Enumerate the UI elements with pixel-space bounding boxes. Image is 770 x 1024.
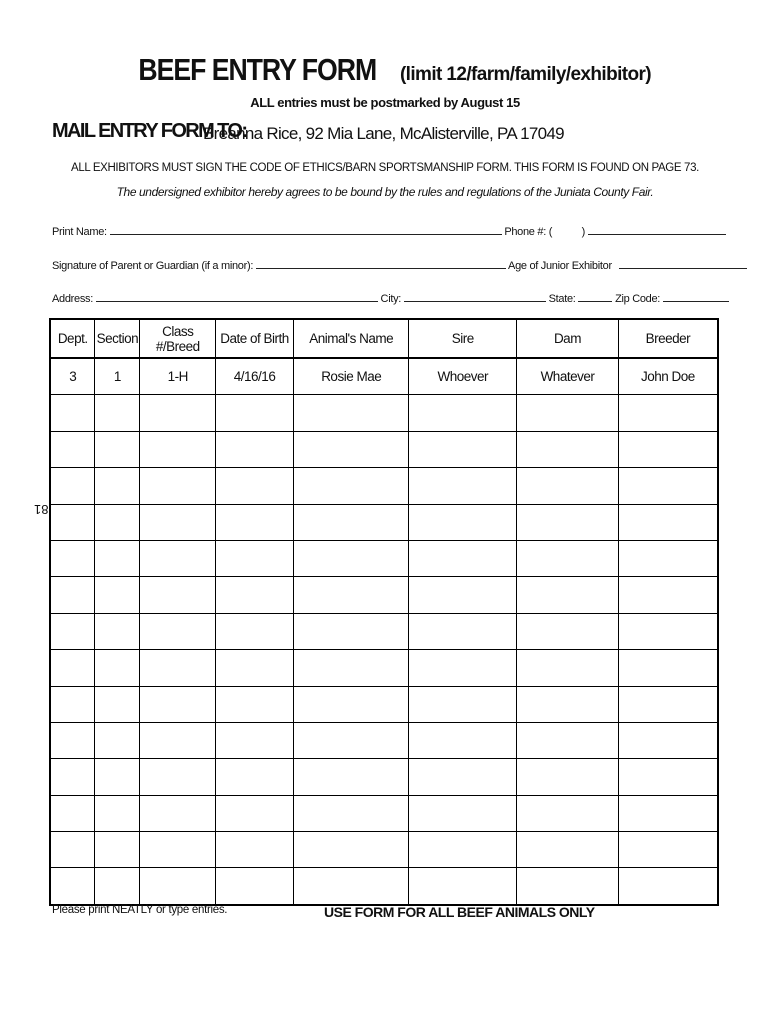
table-cell[interactable] — [50, 686, 95, 722]
table-cell[interactable] — [50, 868, 95, 905]
print-name-field[interactable] — [110, 223, 502, 235]
form-title-main: BEEF ENTRY FORM — [138, 52, 377, 87]
table-cell[interactable] — [95, 832, 140, 868]
table-cell[interactable] — [618, 540, 718, 576]
column-header: Dam — [517, 319, 619, 358]
table-cell[interactable] — [618, 577, 718, 613]
column-header: Section — [95, 319, 140, 358]
table-cell[interactable] — [517, 650, 619, 686]
table-cell[interactable] — [293, 577, 409, 613]
table-cell[interactable] — [140, 686, 216, 722]
table-cell[interactable] — [140, 759, 216, 795]
table-cell[interactable] — [50, 832, 95, 868]
table-cell[interactable] — [293, 722, 409, 758]
table-cell[interactable] — [95, 504, 140, 540]
table-cell[interactable] — [618, 686, 718, 722]
table-cell[interactable] — [95, 431, 140, 467]
print-name-label: Print Name: — [52, 226, 107, 238]
table-cell[interactable] — [293, 395, 409, 431]
table-cell[interactable] — [618, 395, 718, 431]
table-cell[interactable] — [517, 795, 619, 831]
city-label: City: — [380, 293, 402, 305]
table-cell[interactable] — [140, 650, 216, 686]
table-cell[interactable] — [216, 395, 294, 431]
address-label: Address: — [52, 293, 94, 305]
table-cell[interactable] — [50, 540, 95, 576]
table-cell[interactable] — [409, 686, 517, 722]
table-cell[interactable] — [140, 722, 216, 758]
print-neatly-note: Please print NEATLY or type entries. — [52, 904, 228, 916]
table-cell[interactable]: Whatever — [517, 358, 619, 395]
signature-label: Signature of Parent or Guardian (if a minor): — [52, 260, 254, 272]
table-cell[interactable] — [409, 395, 517, 431]
table-cell[interactable] — [293, 868, 409, 905]
table-row — [50, 358, 718, 395]
signature-field[interactable] — [256, 257, 506, 269]
table-cell[interactable] — [95, 540, 140, 576]
column-header: Breeder — [618, 319, 718, 358]
table-cell[interactable]: Rosie Mae — [293, 358, 409, 395]
table-cell[interactable] — [293, 431, 409, 467]
age-label: Age of Junior Exhibitor — [508, 260, 612, 272]
table-cell[interactable] — [95, 795, 140, 831]
state-label: State: — [548, 293, 576, 305]
table-cell[interactable] — [216, 613, 294, 649]
table-cell[interactable] — [50, 650, 95, 686]
page-number: 81 — [34, 502, 49, 517]
table-cell[interactable] — [140, 795, 216, 831]
table-row — [50, 540, 718, 576]
form-title-note: (limit 12/farm/family/exhibitor) — [399, 64, 652, 85]
table-cell[interactable] — [140, 395, 216, 431]
table-cell[interactable] — [293, 613, 409, 649]
table-row — [50, 795, 718, 831]
column-header: Class #/Breed — [140, 319, 216, 358]
table-cell[interactable] — [95, 650, 140, 686]
mail-entry-label: MAIL ENTRY FORM TO: — [52, 120, 247, 142]
table-cell[interactable]: Whoever — [409, 358, 517, 395]
table-row — [50, 832, 718, 868]
table-cell[interactable]: 1-H — [140, 358, 216, 395]
table-row — [50, 613, 718, 649]
table-cell[interactable] — [95, 395, 140, 431]
table-cell[interactable] — [517, 832, 619, 868]
entry-table — [49, 318, 719, 906]
table-row — [50, 577, 718, 613]
table-cell[interactable] — [50, 795, 95, 831]
column-header: Sire — [409, 319, 517, 358]
signature-row — [52, 257, 704, 272]
table-cell[interactable] — [140, 431, 216, 467]
table-cell[interactable] — [216, 832, 294, 868]
beef-only-note: USE FORM FOR ALL BEEF ANIMALS ONLY — [324, 904, 595, 920]
table-cell[interactable] — [618, 504, 718, 540]
table-cell[interactable] — [140, 468, 216, 504]
table-row — [50, 504, 718, 540]
table-cell[interactable] — [50, 759, 95, 795]
table-cell[interactable] — [140, 613, 216, 649]
table-cell[interactable] — [50, 613, 95, 649]
table-cell[interactable] — [293, 795, 409, 831]
table-cell[interactable] — [216, 686, 294, 722]
table-cell[interactable] — [618, 722, 718, 758]
table-cell[interactable] — [409, 722, 517, 758]
table-cell[interactable] — [409, 759, 517, 795]
table-cell[interactable] — [409, 613, 517, 649]
zip-field[interactable] — [663, 290, 729, 302]
table-cell[interactable] — [409, 577, 517, 613]
table-cell[interactable] — [50, 577, 95, 613]
table-cell[interactable] — [216, 650, 294, 686]
table-cell[interactable]: John Doe — [618, 358, 718, 395]
table-cell[interactable] — [140, 832, 216, 868]
table-cell[interactable] — [517, 722, 619, 758]
table-cell[interactable] — [517, 577, 619, 613]
table-row — [50, 722, 718, 758]
table-cell[interactable] — [216, 468, 294, 504]
table-cell[interactable] — [517, 504, 619, 540]
table-cell[interactable] — [517, 613, 619, 649]
agreement-notice: The undersigned exhibitor hereby agrees to be bound by the rules and regulations of the Juniata County Fair. — [116, 185, 654, 199]
table-cell[interactable] — [50, 431, 95, 467]
table-cell[interactable] — [293, 540, 409, 576]
table-cell[interactable] — [618, 468, 718, 504]
table-cell[interactable] — [140, 577, 216, 613]
column-header: Date of Birth — [216, 319, 294, 358]
table-cell[interactable] — [618, 868, 718, 905]
table-cell[interactable] — [95, 468, 140, 504]
table-cell[interactable] — [618, 759, 718, 795]
table-cell[interactable] — [293, 832, 409, 868]
table-body — [50, 358, 718, 905]
phone-close-paren: ) — [581, 226, 585, 238]
table-cell[interactable] — [140, 868, 216, 905]
table-cell[interactable] — [140, 504, 216, 540]
table-cell[interactable] — [618, 832, 718, 868]
table-row — [50, 395, 718, 431]
table-cell[interactable] — [517, 759, 619, 795]
table-cell[interactable] — [95, 613, 140, 649]
column-header: Animal's Name — [293, 319, 409, 358]
table-cell[interactable] — [517, 431, 619, 467]
phone-label: Phone #: ( — [504, 226, 553, 238]
table-cell[interactable] — [216, 722, 294, 758]
ethics-notice: ALL EXHIBITORS MUST SIGN THE CODE OF ETHICS/BARN SPORTSMANSHIP FORM. THIS FORM IS FOUND ON PAGE 73. — [71, 162, 699, 174]
table-cell[interactable] — [140, 540, 216, 576]
table-cell[interactable] — [95, 722, 140, 758]
table-cell[interactable] — [95, 577, 140, 613]
table-cell[interactable] — [95, 868, 140, 905]
table-cell[interactable] — [409, 468, 517, 504]
table-cell[interactable] — [216, 795, 294, 831]
table-cell[interactable] — [293, 686, 409, 722]
table-row — [50, 759, 718, 795]
city-field[interactable] — [404, 290, 546, 302]
table-cell[interactable] — [517, 686, 619, 722]
table-cell[interactable] — [293, 468, 409, 504]
postmark-deadline: ALL entries must be postmarked by August 15 — [250, 95, 520, 110]
table-cell[interactable] — [517, 868, 619, 905]
table-cell[interactable] — [618, 431, 718, 467]
table-cell[interactable] — [517, 540, 619, 576]
phone-number-field[interactable] — [588, 223, 726, 235]
age-field[interactable] — [619, 257, 747, 269]
form-title — [0, 52, 770, 88]
zip-label: Zip Code: — [615, 293, 661, 305]
mail-entry-address: Breanna Rice, 92 Mia Lane, McAlisterville, PA 17049 — [203, 124, 564, 143]
table-cell[interactable] — [216, 540, 294, 576]
table-cell[interactable] — [409, 540, 517, 576]
table-row — [50, 650, 718, 686]
table-cell[interactable] — [95, 686, 140, 722]
table-cell[interactable] — [50, 468, 95, 504]
table-cell[interactable] — [618, 795, 718, 831]
table-cell[interactable] — [216, 759, 294, 795]
table-cell[interactable] — [409, 795, 517, 831]
table-cell[interactable] — [618, 650, 718, 686]
table-cell[interactable] — [517, 468, 619, 504]
table-row — [50, 868, 718, 905]
table-cell[interactable] — [293, 759, 409, 795]
table-cell[interactable] — [409, 868, 517, 905]
table-cell[interactable] — [50, 395, 95, 431]
address-row — [52, 290, 704, 305]
table-cell[interactable] — [409, 431, 517, 467]
table-cell[interactable]: 1 — [95, 358, 140, 395]
table-cell[interactable] — [409, 650, 517, 686]
state-field[interactable] — [578, 290, 612, 302]
table-cell[interactable] — [517, 395, 619, 431]
table-cell[interactable] — [216, 431, 294, 467]
table-cell[interactable] — [95, 759, 140, 795]
table-cell[interactable] — [618, 613, 718, 649]
table-row — [50, 431, 718, 467]
column-header: Dept. — [50, 319, 95, 358]
table-cell[interactable] — [50, 722, 95, 758]
table-row — [50, 468, 718, 504]
table-header-row — [50, 319, 718, 358]
print-name-row — [52, 223, 704, 238]
table-cell[interactable] — [409, 504, 517, 540]
table-cell[interactable] — [293, 650, 409, 686]
address-field[interactable] — [96, 290, 378, 302]
table-cell[interactable] — [293, 504, 409, 540]
table-cell[interactable] — [50, 504, 95, 540]
table-cell[interactable] — [216, 577, 294, 613]
table-cell[interactable] — [216, 868, 294, 905]
table-cell[interactable] — [216, 504, 294, 540]
table-row — [50, 686, 718, 722]
table-cell[interactable]: 4/16/16 — [216, 358, 294, 395]
table-cell[interactable] — [409, 832, 517, 868]
table-cell[interactable]: 3 — [50, 358, 95, 395]
